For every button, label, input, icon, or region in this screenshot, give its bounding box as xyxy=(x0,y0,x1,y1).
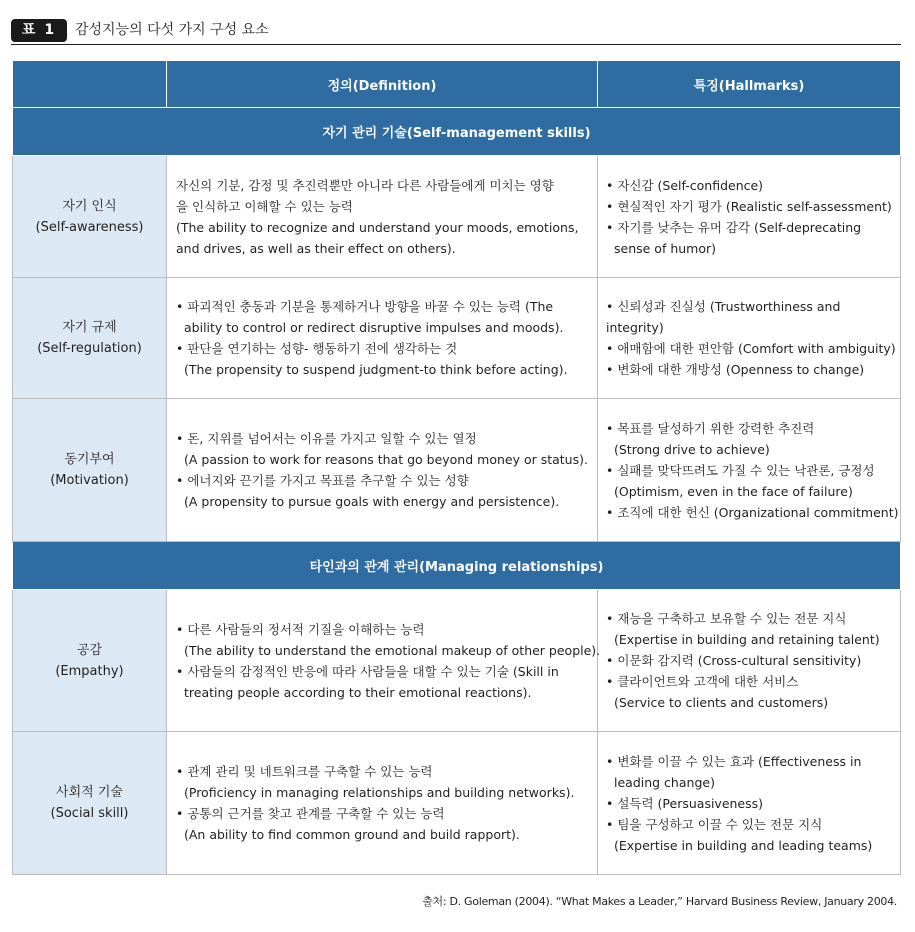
bullet-line: • 자신감 (Self-confidence) xyxy=(606,177,764,193)
text-line: sense of humor) xyxy=(614,240,717,256)
text-line: leading change) xyxy=(614,774,715,790)
row-label-en: (Social skill) xyxy=(50,806,129,821)
definition-cell xyxy=(167,399,598,542)
bullet-line: • 다른 사람들의 정서적 기질을 이해하는 능력 xyxy=(176,621,425,637)
row-label-ko: 자기 인식 xyxy=(62,198,117,214)
row-label xyxy=(13,156,167,278)
text-line: integrity) xyxy=(606,320,664,335)
definition-cell xyxy=(167,590,601,732)
table-title-bar xyxy=(11,17,901,45)
table-row xyxy=(13,278,901,399)
bullet-line: • 팀을 구성하고 이끌 수 있는 전문 지식 xyxy=(606,816,823,832)
row-label-en: (Self-regulation) xyxy=(37,341,142,356)
row-label-en: (Self-awareness) xyxy=(35,219,144,235)
header-empty-cell xyxy=(13,61,167,108)
header-hallmarks: 특징(Hallmarks) xyxy=(598,61,901,108)
text-line: (Expertise in building and retaining talent) xyxy=(614,632,880,647)
row-label-en: (Empathy) xyxy=(55,663,124,679)
text-line: (The propensity to suspend judgment-to think before acting). xyxy=(184,362,568,377)
table-row xyxy=(13,732,901,875)
hallmarks-cell xyxy=(598,278,901,399)
row-label-ko: 자기 규제 xyxy=(62,320,117,335)
bullet-line: • 자기를 낮추는 유머 감각 (Self-deprecating xyxy=(606,219,862,235)
bullet-line: • 변화를 이끌 수 있는 효과 (Effectiveness in xyxy=(606,753,862,769)
row-label xyxy=(13,399,167,542)
bullet-line: • 신뢰성과 진실성 (Trustworthiness and xyxy=(606,299,841,314)
bullet-line: • 사람들의 감정적인 반응에 따라 사람들을 대할 수 있는 기술 (Skill in xyxy=(176,663,559,679)
bullet-line: • 조직에 대한 헌신 (Organizational commitment) xyxy=(606,504,899,520)
bullet-line: • 목표를 달성하기 위한 강력한 추진력 xyxy=(606,420,815,436)
bullet-line: • 클라이언트와 고객에 대한 서비스 xyxy=(606,674,799,689)
text-line: 을 인식하고 이해할 수 있는 능력 xyxy=(176,198,353,214)
table-row xyxy=(13,399,901,542)
hallmarks-cell xyxy=(598,590,901,732)
row-label-ko: 사회적 기술 xyxy=(56,785,123,800)
row-label xyxy=(13,278,167,399)
bullet-line: • 파괴적인 충동과 기분을 통제하거나 방향을 바꿀 수 있는 능력 (The xyxy=(176,299,554,314)
section-title: 타인과의 관계 관리(Managing relationships) xyxy=(13,542,901,590)
definition-cell xyxy=(167,278,598,399)
row-label-en: (Motivation) xyxy=(50,473,129,488)
text-line: (An ability to find common ground and build rapport). xyxy=(184,827,520,842)
definition-cell xyxy=(167,732,598,875)
bullet-line: • 설득력 (Persuasiveness) xyxy=(606,795,764,811)
definition-cell xyxy=(167,156,598,278)
bullet-line: • 에너지와 끈기를 가지고 목표를 추구할 수 있는 성향 xyxy=(176,473,469,488)
bullet-line: • 현실적인 자기 평가 (Realistic self-assessment) xyxy=(606,198,892,214)
text-line: (Expertise in building and leading teams) xyxy=(614,837,873,853)
row-label-ko: 공감 xyxy=(76,642,103,658)
text-line: treating people according to their emotional reactions). xyxy=(184,684,532,700)
text-line: ability to control or redirect disruptive impulses and moods). xyxy=(184,320,564,335)
table-number-badge: 표 1 xyxy=(11,19,67,42)
bullet-line: • 애매함에 대한 편안함 (Comfort with ambiguity) xyxy=(606,341,896,356)
hallmarks-cell xyxy=(598,732,901,875)
section-title: 자기 관리 기술(Self-management skills) xyxy=(13,108,901,156)
bullet-line: • 관계 관리 및 네트워크를 구축할 수 있는 능력 xyxy=(176,764,433,779)
text-line: (A propensity to pursue goals with energy and persistence). xyxy=(184,494,560,509)
text-line: (A passion to work for reasons that go beyond money or status). xyxy=(184,452,588,467)
bullet-line: • 실패를 맞닥뜨려도 가질 수 있는 낙관론, 긍정성 xyxy=(606,462,875,478)
emotional-intelligence-table xyxy=(12,60,901,875)
table-row xyxy=(13,156,901,278)
table-row xyxy=(13,590,901,732)
text-line: 자신의 기분, 감정 및 추진력뿐만 아니라 다른 사람들에게 미치는 영향 xyxy=(176,177,554,193)
text-line: (The ability to understand the emotional makeup of other people). xyxy=(184,642,601,658)
bullet-line: • 이문화 감지력 (Cross-cultural sensitivity) xyxy=(606,653,862,668)
hallmarks-cell xyxy=(598,156,901,278)
table-title: 감성지능의 다섯 가지 구성 요소 xyxy=(75,22,269,38)
row-label-ko: 동기부여 xyxy=(64,452,115,467)
section-row xyxy=(13,542,901,590)
section-row xyxy=(13,108,901,156)
row-label xyxy=(13,590,167,732)
text-line: (Service to clients and customers) xyxy=(614,695,829,710)
hallmarks-cell xyxy=(598,399,901,542)
bullet-line: • 변화에 대한 개방성 (Openness to change) xyxy=(606,362,865,377)
bullet-line: • 재능을 구축하고 보유할 수 있는 전문 지식 xyxy=(606,611,847,626)
text-line: and drives, as well as their effect on others). xyxy=(176,240,456,256)
bullet-line: • 공통의 근거를 찾고 관계를 구축할 수 있는 능력 xyxy=(176,806,445,821)
text-line: (The ability to recognize and understand your moods, emotions, xyxy=(176,219,579,235)
header-definition: 정의(Definition) xyxy=(167,61,598,108)
row-label xyxy=(13,732,167,875)
bullet-line: • 판단을 연기하는 성향- 행동하기 전에 생각하는 것 xyxy=(176,341,458,356)
text-line: (Proficiency in managing relationships and building networks). xyxy=(184,785,575,800)
source-citation: 출처: D. Goleman (2004). “What Makes a Leader,” Harvard Business Review, January 2004. xyxy=(422,895,897,908)
text-line: (Strong drive to achieve) xyxy=(614,441,770,457)
header-row xyxy=(13,61,901,108)
bullet-line: • 돈, 지위를 넘어서는 이유를 가지고 일할 수 있는 열정 xyxy=(176,431,477,446)
text-line: (Optimism, even in the face of failure) xyxy=(614,483,853,499)
